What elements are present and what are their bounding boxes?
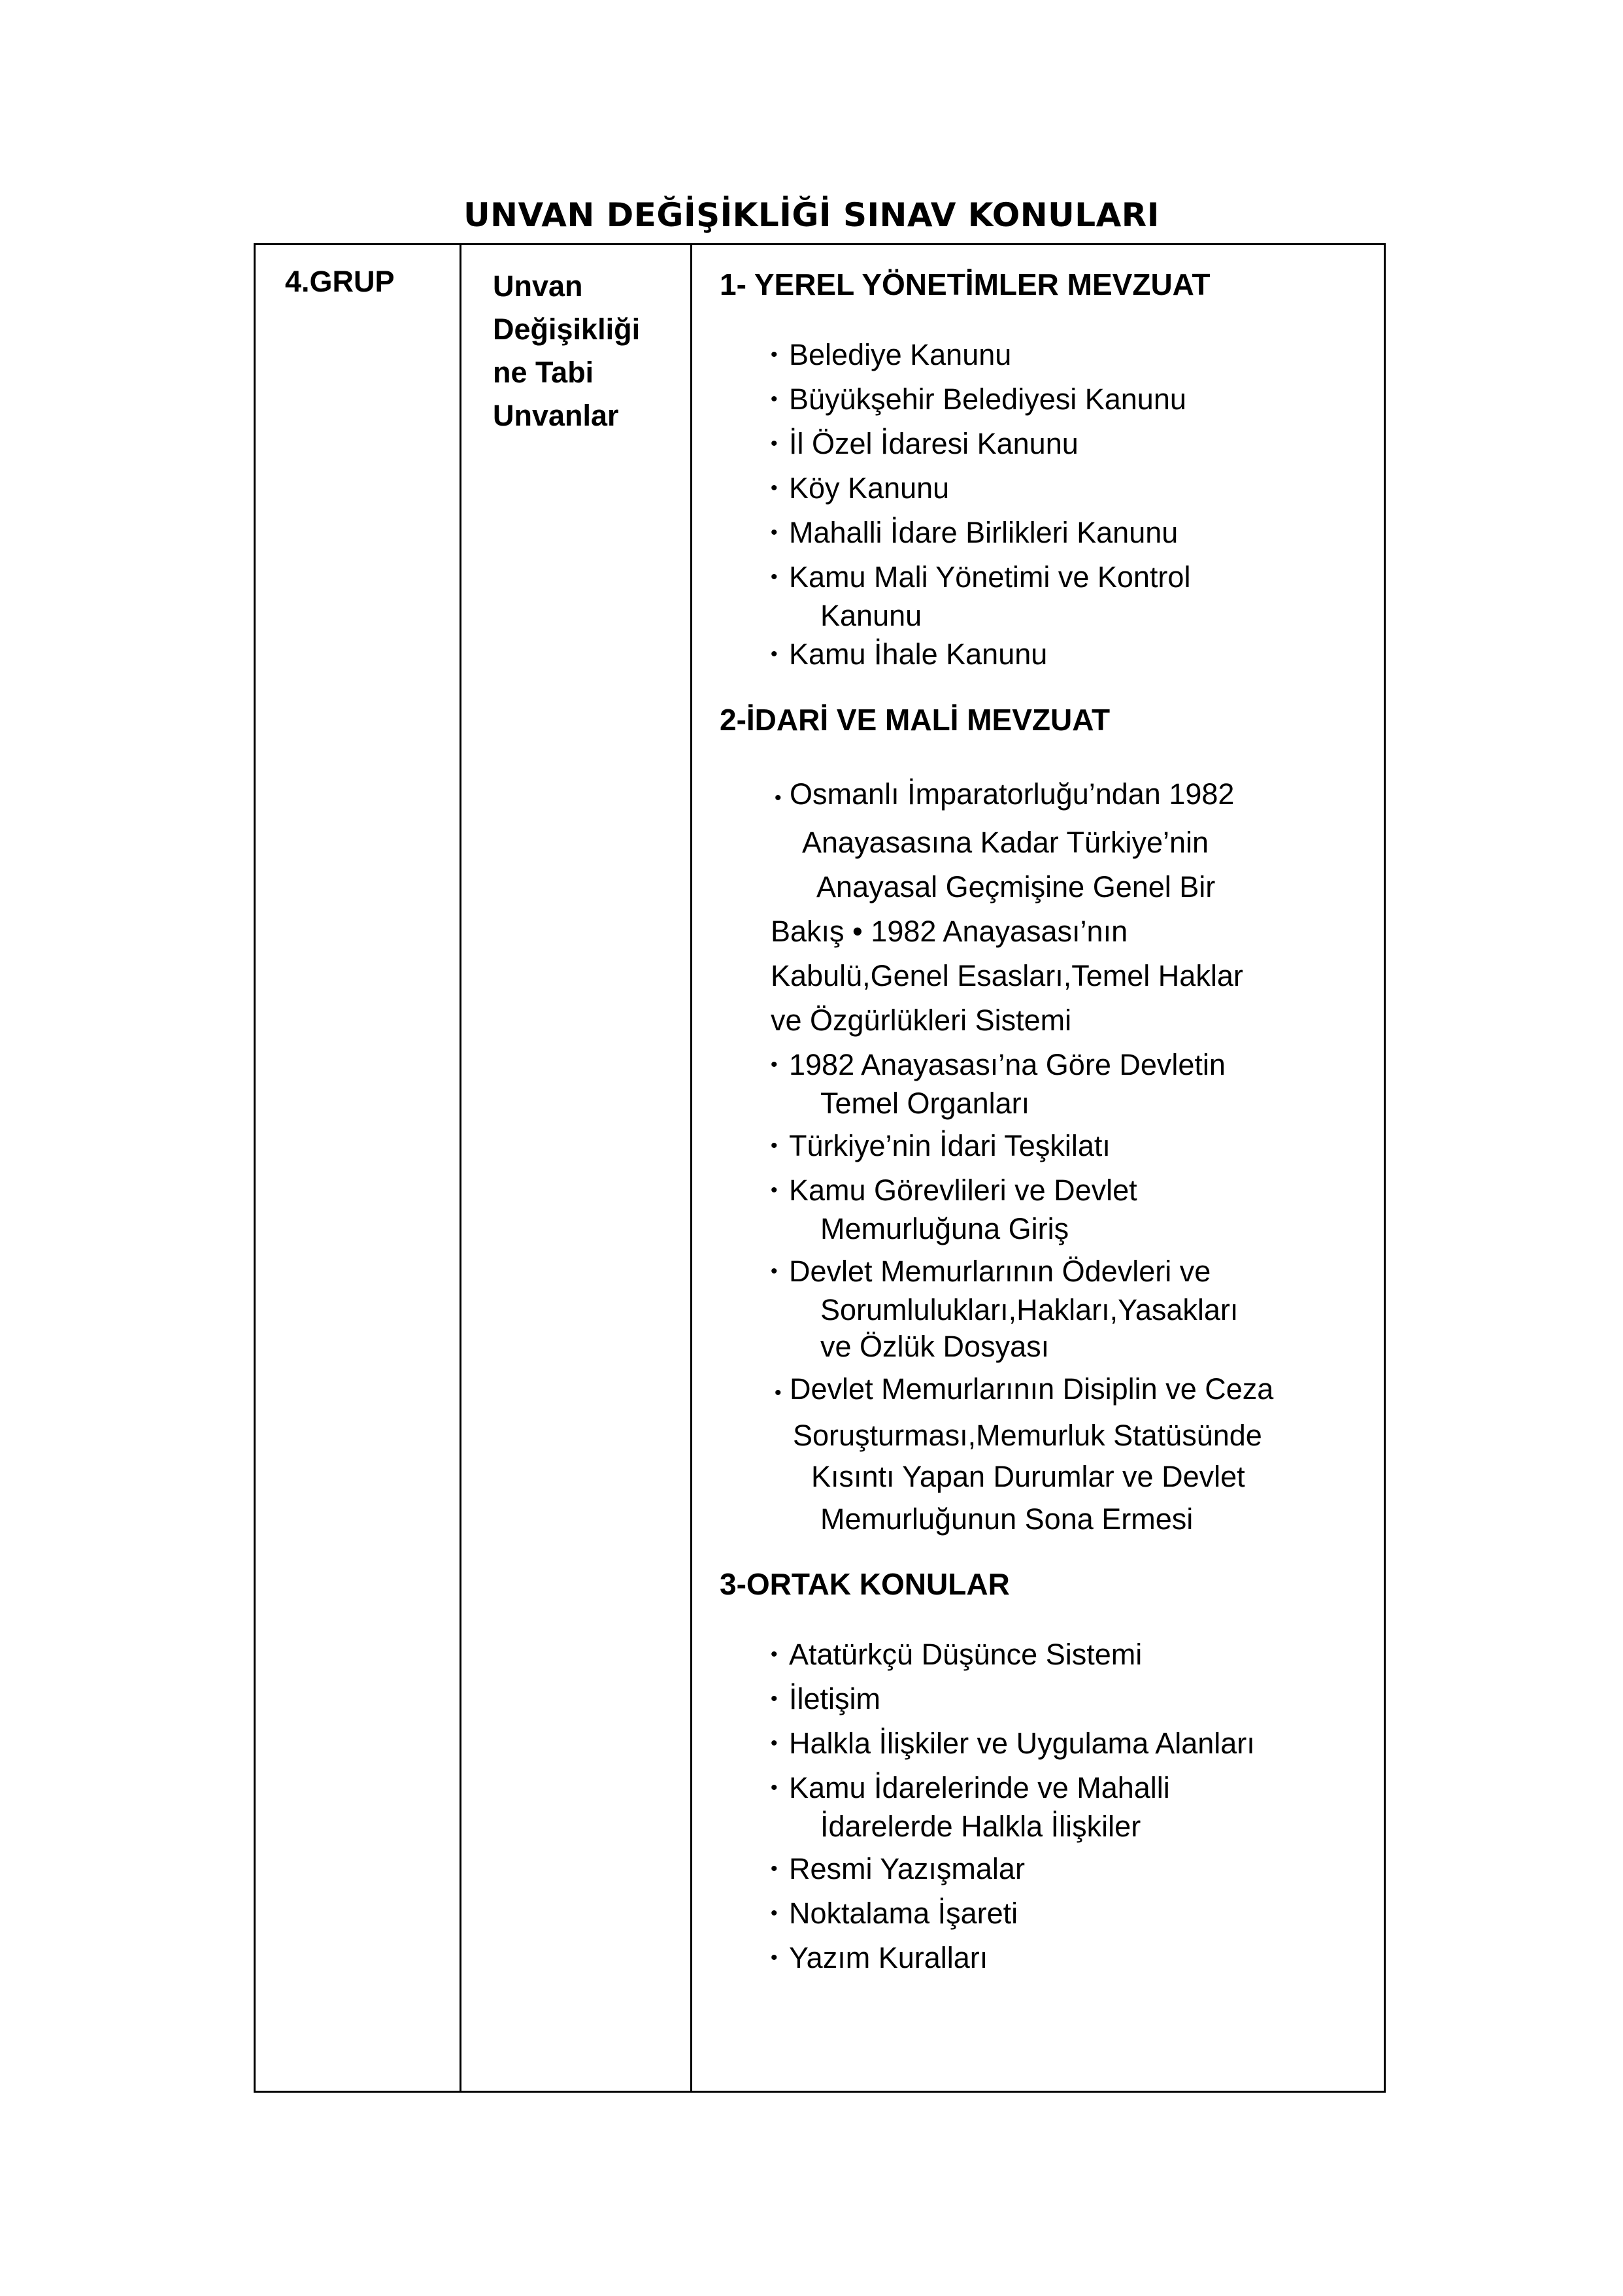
section-heading: 1- YEREL YÖNETİMLER MEVZUAT (720, 267, 1211, 301)
applies-to-line: Unvanlar (493, 399, 619, 432)
list-item-continuation: Bakış • 1982 Anayasası’nın (771, 915, 1128, 948)
column-divider (460, 245, 461, 2091)
applies-to-cell (493, 265, 689, 437)
list-item: • Kamu İhale Kanunu (771, 637, 1048, 671)
list-item-continuation: İdarelerde Halkla İlişkiler (820, 1810, 1141, 1843)
section-heading: 2-İDARİ VE MALİ MEVZUAT (720, 703, 1111, 737)
list-item: • Halkla İlişkiler ve Uygulama Alanları (771, 1727, 1255, 1760)
list-item-continuation: Sorumlulukları,Hakları,Yasakları (820, 1293, 1239, 1326)
list-item: • Atatürkçü Düşünce Sistemi (771, 1638, 1143, 1671)
list-item-continuation: Anayasal Geçmişine Genel Bir (816, 870, 1216, 903)
list-item-continuation: ve Özgürlükleri Sistemi (771, 1004, 1072, 1037)
section-heading: 3-ORTAK KONULAR (720, 1567, 1010, 1601)
list-item-continuation: Kabulü,Genel Esasları,Temel Haklar (771, 959, 1243, 992)
list-item: • Resmi Yazışmalar (771, 1852, 1025, 1885)
page-title: UNVAN DEĞİŞİKLİĞİ SINAV KONULARI (463, 196, 1160, 234)
list-item-continuation: Anayasasına Kadar Türkiye’nin (802, 826, 1209, 859)
list-item-continuation: Kanunu (820, 599, 922, 632)
group-cell: 4.GRUP (285, 265, 395, 298)
topic-list (720, 333, 1373, 677)
column-divider (690, 245, 692, 2091)
list-item: • Kamu İdarelerinde ve Mahalli İdarelerde Halkla İlişkiler (771, 1766, 1373, 1847)
applies-to-line: ne Tabi (493, 356, 594, 389)
list-item-continuation: Temel Organları (820, 1087, 1030, 1120)
list-item: • Kamu Görevlileri ve Devlet Memurluğuna Giriş (771, 1168, 1373, 1249)
list-item: • Yazım Kuralları (771, 1941, 988, 1974)
applies-to-line: Değişikliği (493, 312, 641, 346)
list-item: • 1982 Anayasası’na Göre Devletin Temel Organları (771, 1043, 1373, 1124)
list-item-continuation: Kısıntı Yapan Durumlar ve Devlet (811, 1460, 1245, 1493)
list-item: • Devlet Memurlarının Disiplin ve Ceza (775, 1372, 1274, 1406)
list-item: • Türkiye’nin İdari Teşkilatı (771, 1129, 1111, 1162)
list-item: • Kamu Mali Yönetimi ve Kontrol Kanunu (771, 555, 1373, 636)
topic-sublist (771, 1043, 1373, 1367)
topic-list (720, 1632, 1373, 1980)
applies-to-line: Unvan (493, 269, 583, 303)
list-item: • Mahalli İdare Birlikleri Kanunu (771, 516, 1179, 549)
list-item: • Noktalama İşareti (771, 1897, 1018, 1930)
list-item-continuation: Soruşturması,Memurluk Statüsünde (793, 1419, 1262, 1452)
list-item: • Köy Kanunu (771, 471, 950, 505)
list-item: • Osmanlı İmparatorluğu’ndan 1982 (775, 777, 1235, 811)
list-item-continuation: ve Özlük Dosyası (820, 1330, 1050, 1363)
list-item: • Devlet Memurlarının Ödevleri ve Sorumlulukları,Hakları,Yasakları ve Özlük Dosyası (771, 1249, 1373, 1367)
list-item-continuation: Memurluğuna Giriş (820, 1212, 1069, 1245)
topics-cell (720, 265, 1373, 1980)
topics-table (254, 243, 1386, 2093)
topic-list (720, 772, 1373, 1541)
list-item: • İl Özel İdaresi Kanunu (771, 427, 1079, 460)
list-item: • İletişim (771, 1682, 881, 1715)
list-item-continuation: Memurluğunun Sona Ermesi (820, 1502, 1194, 1536)
list-item: • Büyükşehir Belediyesi Kanunu (771, 382, 1186, 416)
list-item: • Belediye Kanunu (771, 338, 1012, 371)
